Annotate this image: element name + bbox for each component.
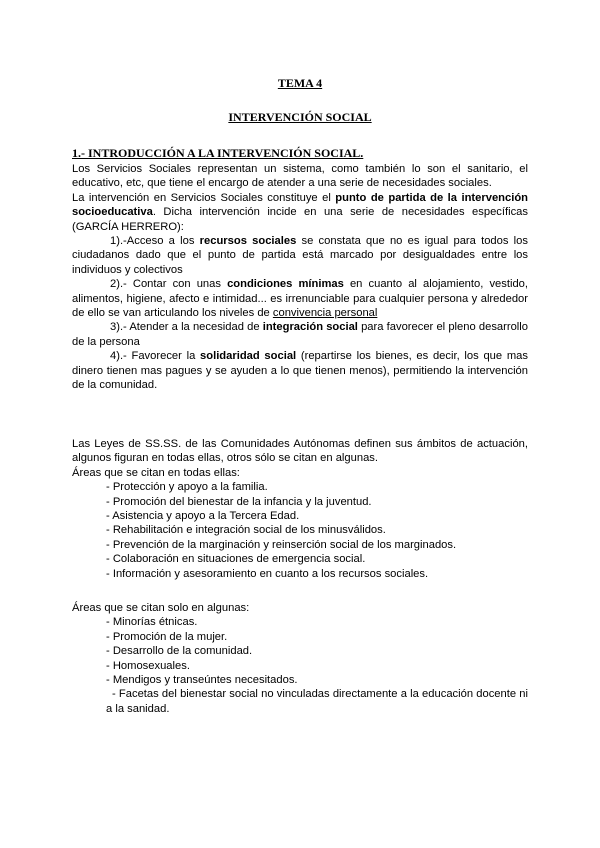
list-item: - Protección y apoyo a la familia. [106,481,268,494]
list-item: - Minorías étnicas. [106,616,198,629]
list-item: - Promoción de la mujer. [106,630,228,643]
areas-some-heading: Áreas que se citan solo en algunas: [72,602,250,614]
list-item: - Asistencia y apoyo a la Tercera Edad. [106,510,300,523]
list-item-facetas: - Facetas del bienestar social no vinculadas directamente a la educación docente ni a la sanidad. [106,688,528,715]
paragraph-leyes: Las Leyes de SS.SS. de las Comunidades Autónomas definen sus ámbitos de actuación, algunos figuran en todas ellas, otros sólo se citan en algunas. [72,438,528,465]
intro-block [72,162,528,393]
paragraph-servicios: Los Servicios Sociales representan un sistema, como también lo son el sanitario, el educativo, etc, que tiene el encargo de atender a una serie de necesidades sociales. [72,163,528,190]
tema-title: TEMA 4 [277,76,323,90]
list-item: - Homosexuales. [106,659,190,672]
paragraph-intervencion: La intervención en Servicios Sociales constituye el punto de partida de la intervención socioeducativa. Dicha intervención incide en una serie de necesidades específicas (GARCÍA HERRERO): [72,191,528,233]
need-item-3: 3).- Atender a la necesidad de integración social para favorecer el pleno desarrollo de la persona [72,321,528,348]
areas-some-block [72,601,528,716]
list-item: - Información y asesoramiento en cuanto a los recursos sociales. [106,567,429,580]
list-item: - Mendigos y transeúntes necesitados. [106,674,298,687]
areas-all-heading: Áreas que se citan en todas ellas: [72,466,240,479]
list-item: - Prevención de la marginación y reinserción social de los marginados. [106,538,457,551]
list-item: - Promoción del bienestar de la infancia y la juventud. [106,495,372,508]
need-item-2: 2).- Contar con unas condiciones mínimas en cuanto al alojamiento, vestido, alimentos, higiene, afecto e intimidad... es irrenunciable para cualquier persona y alrededor de ello se van articulando los niveles de convivencia personal [72,278,528,320]
need-item-4: 4).- Favorecer la solidaridad social (repartirse los bienes, es decir, los que mas dinero tienen mas pagues y se ayuden a lo que tienen menos), permitiendo la intervención de la comunidad. [72,350,528,392]
leyes-block [72,437,528,581]
need-item-1: 1).-Acceso a los recursos sociales se constata que no es igual para todos los ciudadanos dado que el punto de partida está marcado por desigualdades entre los individuos y colectivos [72,235,528,276]
list-item: - Rehabilitación e integración social de los minusválidos. [106,524,386,537]
section-heading: 1.- INTRODUCCIÓN A LA INTERVENCIÓN SOCIAL. [72,146,364,160]
list-item: - Colaboración en situaciones de emergencia social. [106,553,366,566]
areas-some-list [72,615,528,687]
list-item: - Desarrollo de la comunidad. [106,645,253,658]
page-subtitle: INTERVENCIÓN SOCIAL [228,110,372,124]
areas-all-list [72,480,528,581]
